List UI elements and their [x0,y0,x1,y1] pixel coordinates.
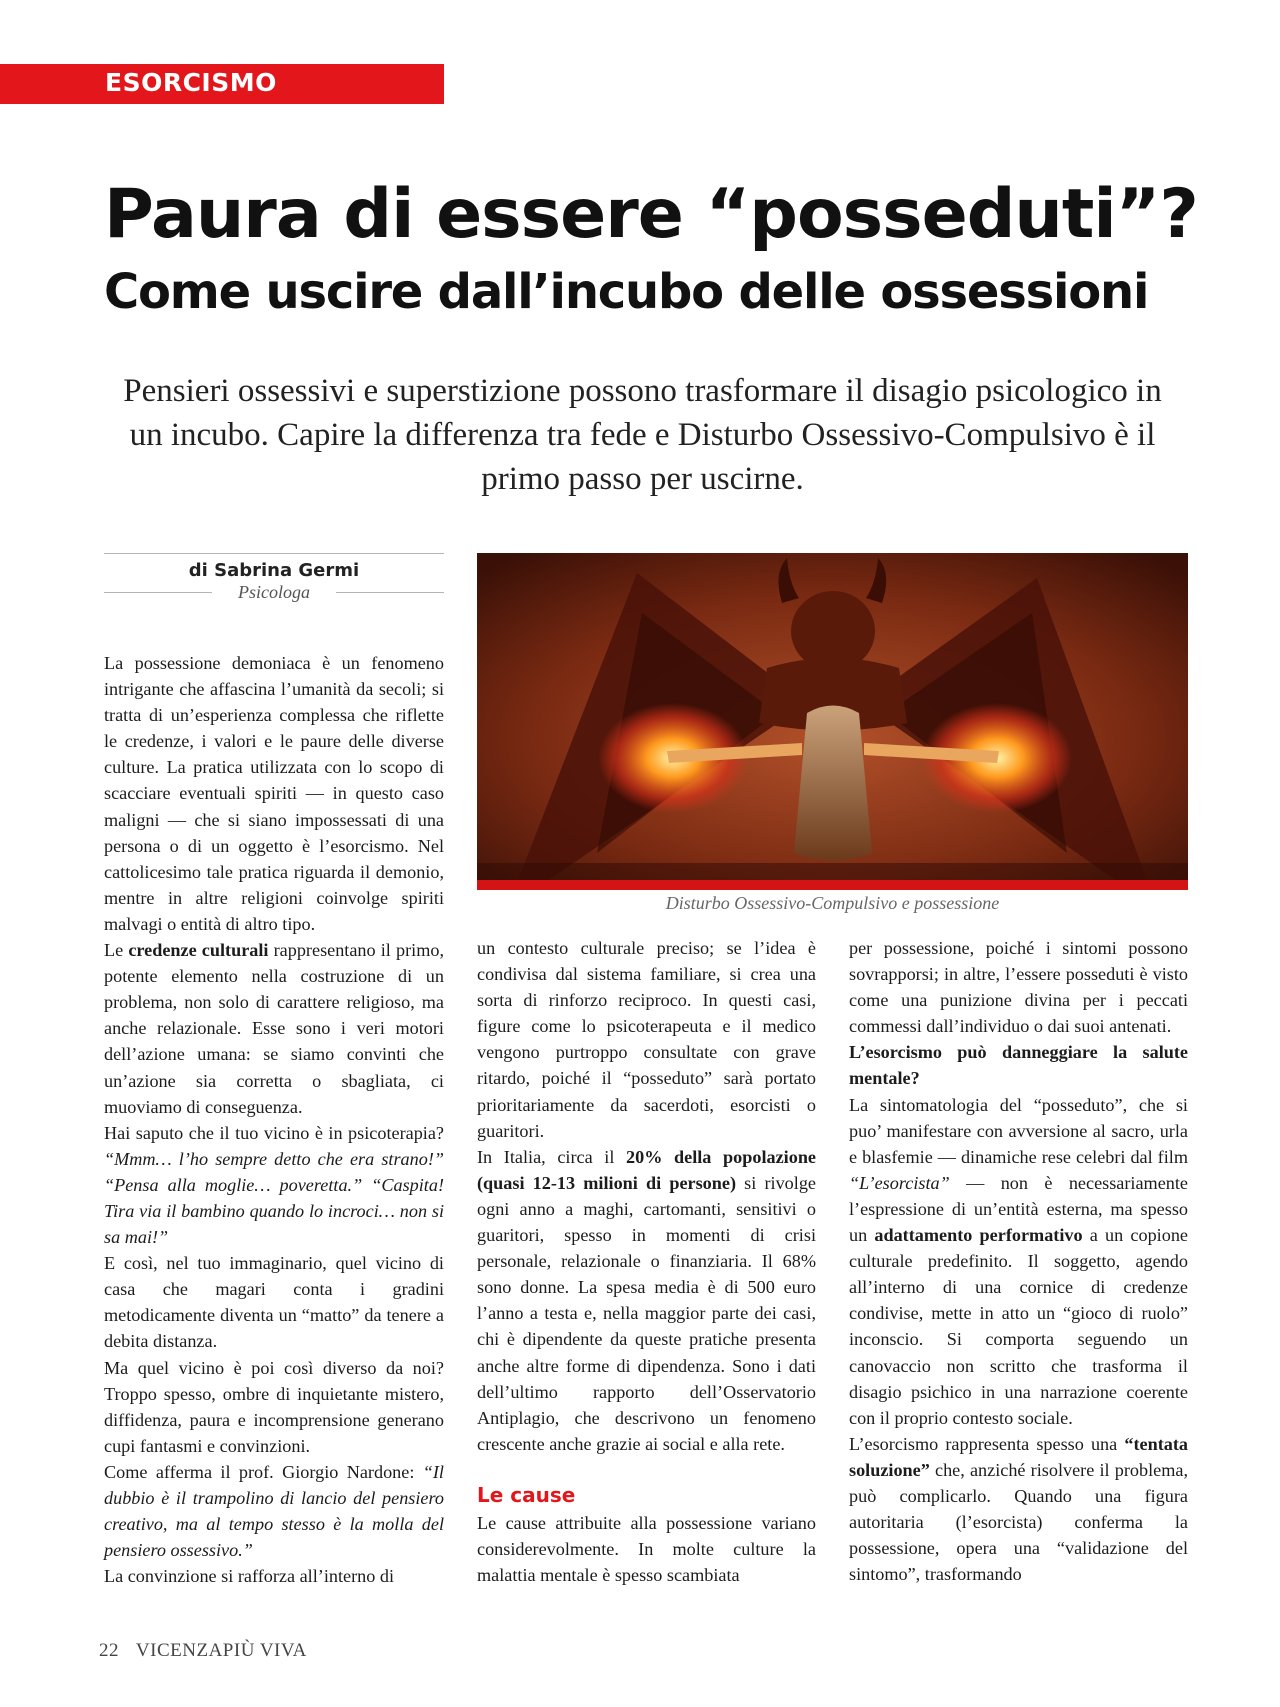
headline-subtitle: Come uscire dall’incubo delle ossessioni [104,264,1149,320]
text-run: Come afferma il prof. Giorgio Nardone: [104,1461,423,1482]
paragraph: Le cause attribuite alla possessione variano considerevolmente. In molte culture la malattia mentale è spesso scambiata [477,1512,816,1586]
text-run: Hai saputo che il tuo vicino è in psicoterapia? [104,1122,444,1143]
paragraph: per possessione, poiché i sintomi possono sovrapporsi; in altre, l’essere posseduti è visto come una punizione divina per i peccati commessi dall’individuo o dai suoi antenati. [849,938,1188,1037]
author-role: Psicologa [238,582,310,602]
bold-term: credenze culturali [128,940,269,961]
paragraph: La convinzione si rafforza all’interno di [104,1566,395,1587]
headline: Paura di essere “posseduti”? [104,175,1198,254]
page-number: 22 [99,1640,119,1661]
section-subheading: Le cause [477,1482,576,1507]
paragraph [104,1459,444,1563]
magazine-name: VICENZAPIÙ VIVA [135,1640,307,1661]
italic-title: “L’esorcista” [849,1172,950,1193]
paragraph [849,1092,1188,1431]
text-run: rappresentano il primo, potente elemento nella costruzione di un problema, non solo di carattere religioso, ma anche relazionale. Esse sono i veri motori dell’azione umana: se siamo convinti che un’azione sia corretta o sbagliata, ci muoviamo di conseguenza. [104,940,444,1117]
paragraph [849,1431,1188,1588]
paragraph: Ma quel vicino è poi così diverso da noi? Troppo spesso, ombre di inquietante mistero, diffidenza, paura e incomprensione generano cupi fantasmi e convinzioni. [104,1357,444,1456]
author-role-row [104,582,444,603]
text-run: La sintomatologia del “posseduto”, che si puo’ manifestare con avversione al sacro, urla e blasfemie — dinamiche rese celebri dal film [849,1094,1188,1167]
bold-term: adattamento performativo [874,1225,1083,1246]
paragraph [104,1120,444,1250]
article-column-1 [104,650,444,1589]
paragraph: E così, nel tuo immaginario, quel vicino di casa che magari conta i gradini metodicamente diventa un “matto” da tenere a debita distanza. [104,1253,444,1352]
byline [104,553,444,603]
demon-illustration [477,553,1188,890]
text-run: che, anziché risolvere il problema, può complicarlo. Quando una figura autoritaria (l’esorcista) conferma la possessione, opera una “validazione del sintomo”, trasformando [849,1459,1188,1585]
paragraph: un contesto culturale preciso; se l’idea è condivisa dal sistema familiare, si crea una sorta di rinforzo reciproco. In questi casi, figure come lo psicoterapeuta e il medico vengono purtroppo consultate con grave ritardo, poiché il “posseduto” sarà portato prioritariamente da sacerdoti, esorcisti o guaritori. [477,938,816,1141]
paragraph: La possessione demoniaca è un fenomeno intrigante che affascina l’umanità da secoli; si tratta di un’esperienza complessa che riflette le credenze, i valori e le paure delle diverse culture. La pratica utilizzata con lo scopo di scacciare eventuali spiriti — in questo caso maligni — che si siano impossessati di una persona o di un oggetto è l’esorcismo. Nel cattolicesimo tale pratica riguarda il demonio, mentre in altre religioni coinvolge spiriti malvagi o entità di altro tipo. [104,653,444,934]
italic-quote: “Il dubbio è il trampolino di lancio del pensiero creativo, ma al tempo stesso è la molla del pensiero ossessivo.” [104,1461,444,1561]
section-tag-label: ESORCISMO [105,68,277,97]
paragraph [104,937,444,1120]
page-footer [99,1640,307,1662]
text-run: In Italia, circa il [477,1146,627,1167]
text-run: si rivolge ogni anno a maghi, cartomanti, sensitivi o guaritori, spesso in momenti di crisi personale, relazionale o finanziaria. Il 68% sono donne. La spesa media è di 500 euro l’anno a testa e, nella maggior parte dei casi, chi è dipendente da queste pratiche presenta anche altre forme di dipendenza. Sono i dati dell’ultimo rapporto dell’Osservatorio Antiplagio, che descrivono un fenomeno crescente anche grazie ai social e alla rete. [477,1172,816,1454]
article-lead: Pensieri ossessivi e superstizione possono trasformare il disagio psicologico in un incubo. Capire la differenza tra fede e Disturbo Ossessivo-Compulsivo è il primo passo per uscirne. [123,373,1162,497]
bold-term: “tentata soluzione” [849,1433,1188,1480]
demon-figure-image [477,553,1188,890]
author-name: di Sabrina Germi [188,560,360,581]
text-run: L’esorcismo rappresenta spesso una [849,1433,1125,1454]
figure-accent-bar [477,880,1188,890]
italic-quote: “Mmm… l’ho sempre detto che era strano!” “Pensa alla moglie… poveretta.” “Caspita! Tira via il bambino quando lo incroci… non si sa mai!” [104,1148,444,1248]
figure-caption: Disturbo Ossessivo-Compulsivo e possessione [665,893,1000,913]
text-run: a un copione culturale predefinito. Il soggetto, agendo all’interno di una cornice di credenze condivise, mette in atto un “gioco di ruolo” inconscio. Si comporta seguendo un canovaccio non scritto che trasforma il disagio psichico in una narrazione coerente con il proprio contesto sociale. [849,1225,1188,1428]
text-run: — non è necessariamente l’espressione di un’entità esterna, ma spesso un [849,1172,1188,1246]
bold-term: 20% della popolazione (quasi 12-13 milioni di persone) [477,1146,817,1193]
bold-subheading: L’esorcismo può danneggiare la salute mentale? [849,1042,1188,1089]
section-tag [0,64,444,104]
text-run: Le [104,940,129,961]
divider [336,592,444,593]
article-column-3 [849,935,1188,1587]
paragraph [477,1144,816,1457]
byline-rule [104,553,444,554]
article-column-2 [477,935,816,1588]
divider [104,592,212,593]
